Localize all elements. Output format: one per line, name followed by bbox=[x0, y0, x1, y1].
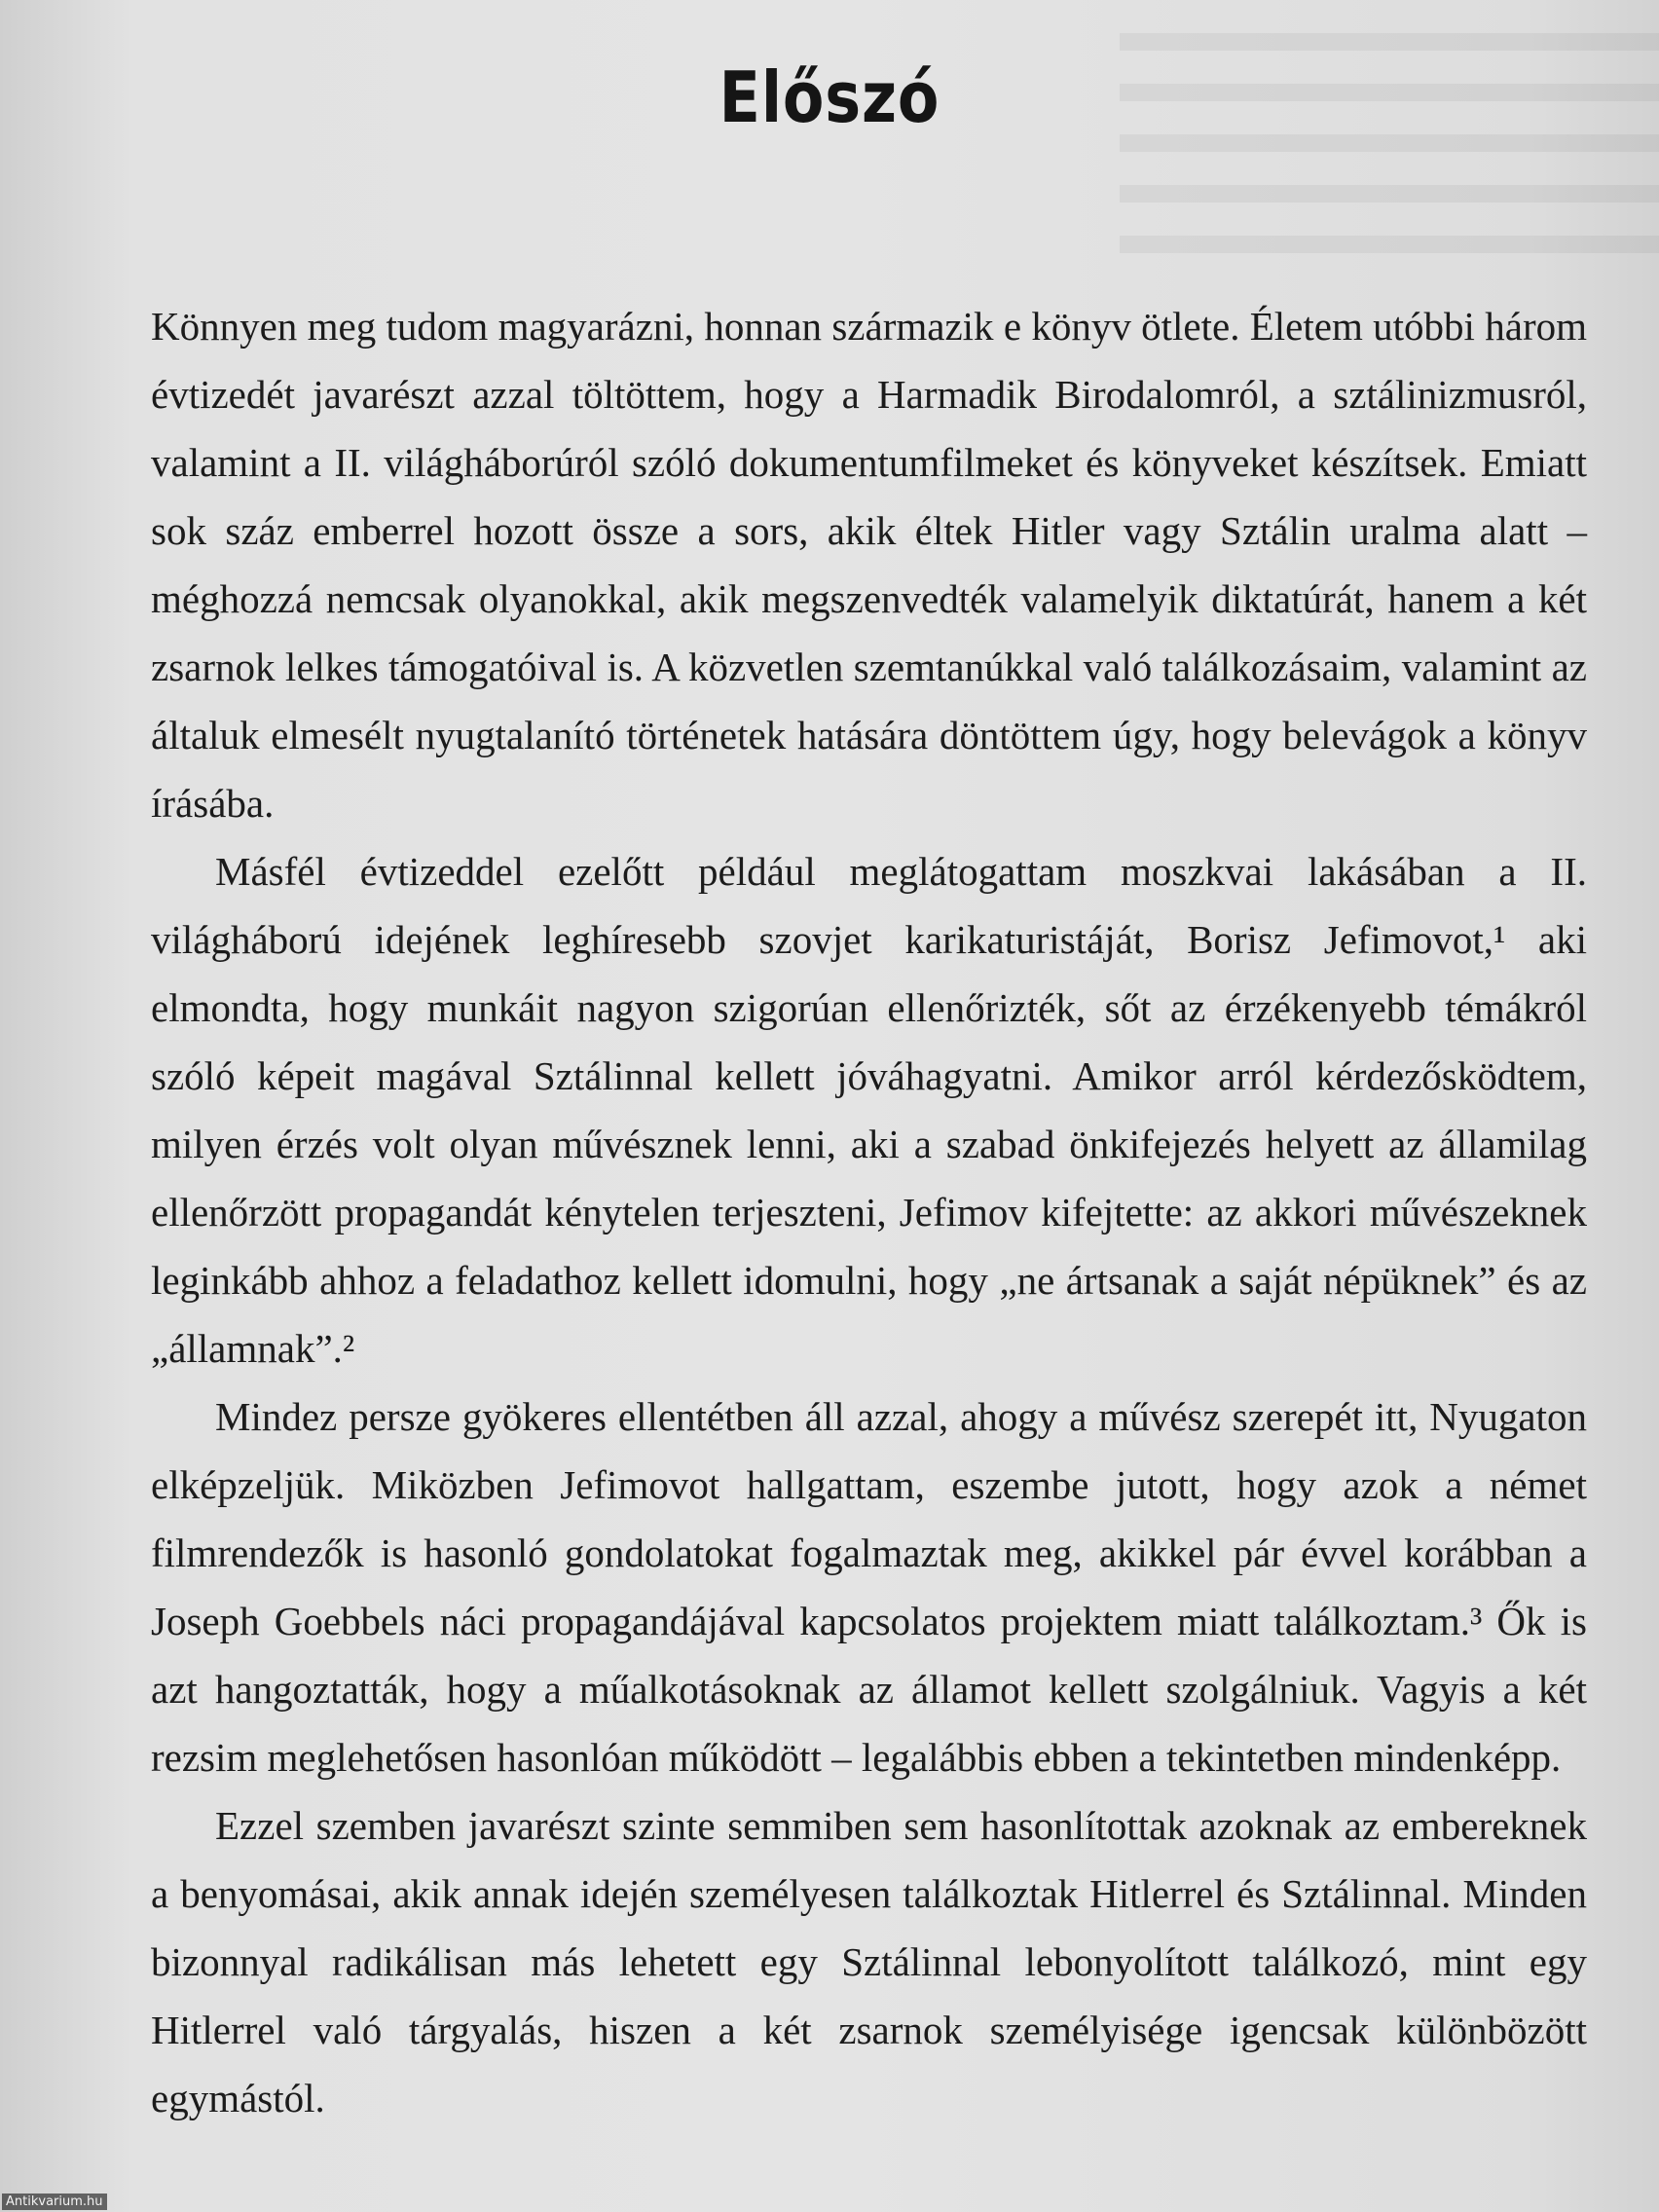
page-title: Előszó bbox=[719, 56, 940, 139]
watermark: Antikvarium.hu bbox=[2, 2194, 107, 2210]
paragraph-2: Másfél évtizeddel ezelőtt például meglátogattam moszkvai lakásában a II. világháború idejének leghíresebb szovjet karikaturistáját, Borisz Jefimovot,¹ aki elmondta, hogy munkáit nagyon szigorúan ellenőrizték, sőt az érzékenyebb témákról szóló képeit magával Sztálinnal kellett jóváhagyatni. Amikor arról kérdezősködtem, milyen érzés volt olyan művésznek lenni, aki a szabad önkifejezés helyett az államilag ellenőrzött propagandát kénytelen terjeszteni, Jefimov kifejtette: az akkori művészeknek leginkább ahhoz a feladathoz kellett idomulni, hogy „ne ártsanak a saját népüknek” és az „államnak”.² bbox=[151, 849, 1587, 1371]
paragraph-3: Mindez persze gyökeres ellentétben áll azzal, ahogy a művész szerepét itt, Nyugaton elképzeljük. Miközben Jefimovot hallgattam, eszembe jutott, hogy azok a német filmrendezők is hasonló gondolatokat fogalmaztak meg, akikkel pár évvel korábban a Joseph Goebbels náci propagandájával kapcsolatos projektem miatt találkoztam.³ Ők is azt hangoztatták, hogy a műalkotásoknak az államot kellett szolgálniuk. Vagyis a két rezsim meglehetősen hasonlóan működött – legalábbis ebben a tekintetben mindenképp. bbox=[151, 1394, 1587, 1780]
body-text bbox=[151, 292, 1587, 2132]
paragraph-1: Könnyen meg tudom magyarázni, honnan származik e könyv ötlete. Életem utóbbi három évtizedét javarészt azzal töltöttem, hogy a Harmadik Birodalomról, a sztálinizmusról, valamint a II. világháborúról szóló dokumentumfilmeket és könyveket készítsek. Emiatt sok száz emberrel hozott össze a sors, akik éltek Hitler vagy Sztálin uralma alatt – méghozzá nemcsak olyanokkal, akik megszenvedték valamelyik diktatúrát, hanem a két zsarnok lelkes támogatóival is. A közvetlen szemtanúkkal való találkozásaim, valamint az általuk elmesélt nyugtalanító történetek hatására döntöttem úgy, hogy belevágok a könyv írásába. bbox=[151, 304, 1587, 826]
paragraph-4: Ezzel szemben javarészt szinte semmiben sem hasonlítottak azoknak az embereknek a benyomásai, akik annak idején személyesen találkoztak Hitlerrel és Sztálinnal. Minden bizonnyal radikálisan más lehetett egy Sztálinnal lebonyolított találkozó, mint egy Hitlerrel való tárgyalás, hiszen a két zsarnok személyisége igencsak különbözött egymástól. bbox=[151, 1803, 1587, 2120]
